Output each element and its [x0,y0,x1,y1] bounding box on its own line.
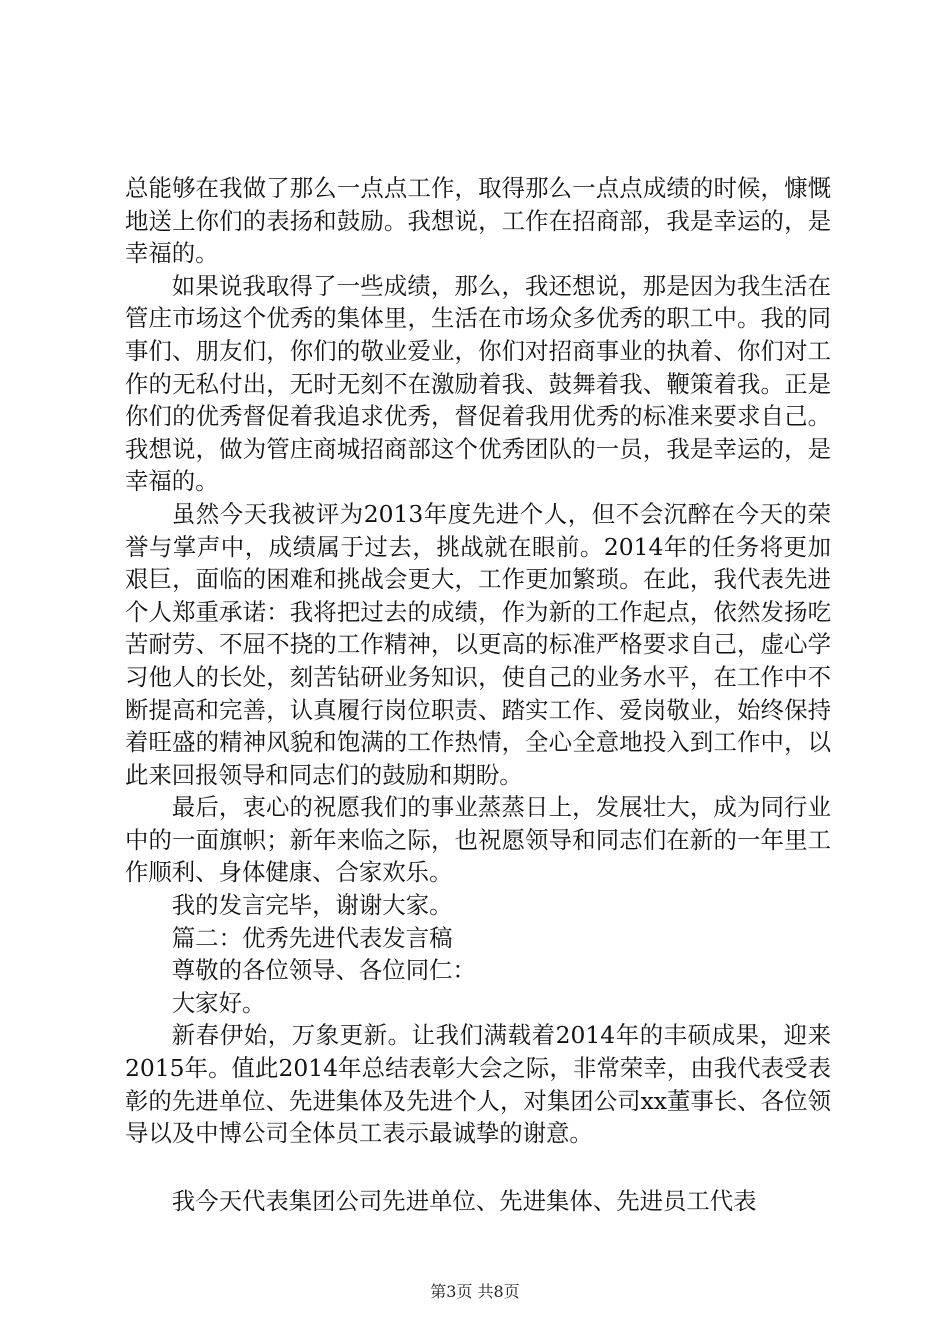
closing-line: 我的发言完毕，谢谢大家。 [171,891,453,920]
body-text [125,172,831,1217]
paragraph-gap [125,1150,831,1185]
paragraph: 虽然今天我被评为2013年度先进个人，但不会沉醉在今天的荣誉与掌声中，成绩属于过去，挑战就在眼前。2014年的任务将更加艰巨，面临的困难和挑战会更大，工作更加繁琐。在此，我代表先进个人郑重承诺：我将把过去的成绩，作为新的工作起点，依然发扬吃苦耐劳、不屈不挠的工作精神，以更高的标准严格要求自己，虚心学习他人的长处，刻苦钻研业务知识，使自己的业务水平，在工作中不断提高和完善，认真履行岗位职责、踏实工作、爱岗敬业，始终保持着旺盛的精神风貌和饱满的工作热情，全心全意地投入到工作中，以此来回报领导和同志们的鼓励和期盼。 [125,499,831,789]
paragraph: 我今天代表集团公司先进单位、先进集体、先进员工代表 [171,1186,757,1215]
salutation: 尊敬的各位领导、各位同仁： [171,956,476,985]
paragraph: 如果说我取得了一些成绩，那么，我还想说，那是因为我生活在管庄市场这个优秀的集体里，生活在市场众多优秀的职工中。我的同事们、朋友们，你们的敬业爱业，你们对招商事业的执着、你们对工作的无私付出，无时无刻不在激励着我、鼓舞着我、鞭策着我。正是你们的优秀督促着我追求优秀，督促着我用优秀的标准来要求自己。我想说，做为管庄商城招商部这个优秀团队的一员，我是幸运的，是幸福的。 [125,271,831,496]
page-number-footer: 第3页 共8页 [430,1282,520,1301]
greeting: 大家好。 [171,988,266,1017]
paragraph-continuation: 总能够在我做了那么一点点工作，取得那么一点点成绩的时候，慷慨地送上你们的表扬和鼓励。我想说，工作在招商部，我是幸运的，是幸福的。 [125,174,831,268]
paragraph: 最后，衷心的祝愿我们的事业蒸蒸日上，发展壮大，成为同行业中的一面旗帜；新年来临之际，也祝愿领导和同志们在新的一年里工作顺利、身体健康、合家欢乐。 [125,793,831,887]
section-heading: 篇二：优秀先进代表发言稿 [171,923,453,952]
paragraph: 新春伊始，万象更新。让我们满载着2014年的丰硕成果，迎来2015年。值此2014年总结表彰大会之际，非常荣幸，由我代表受表彰的先进单位、先进集体及先进个人，对集团公司xx董事长、各位领导以及中博公司全体员工表示最诚挚的谢意。 [125,1021,831,1148]
